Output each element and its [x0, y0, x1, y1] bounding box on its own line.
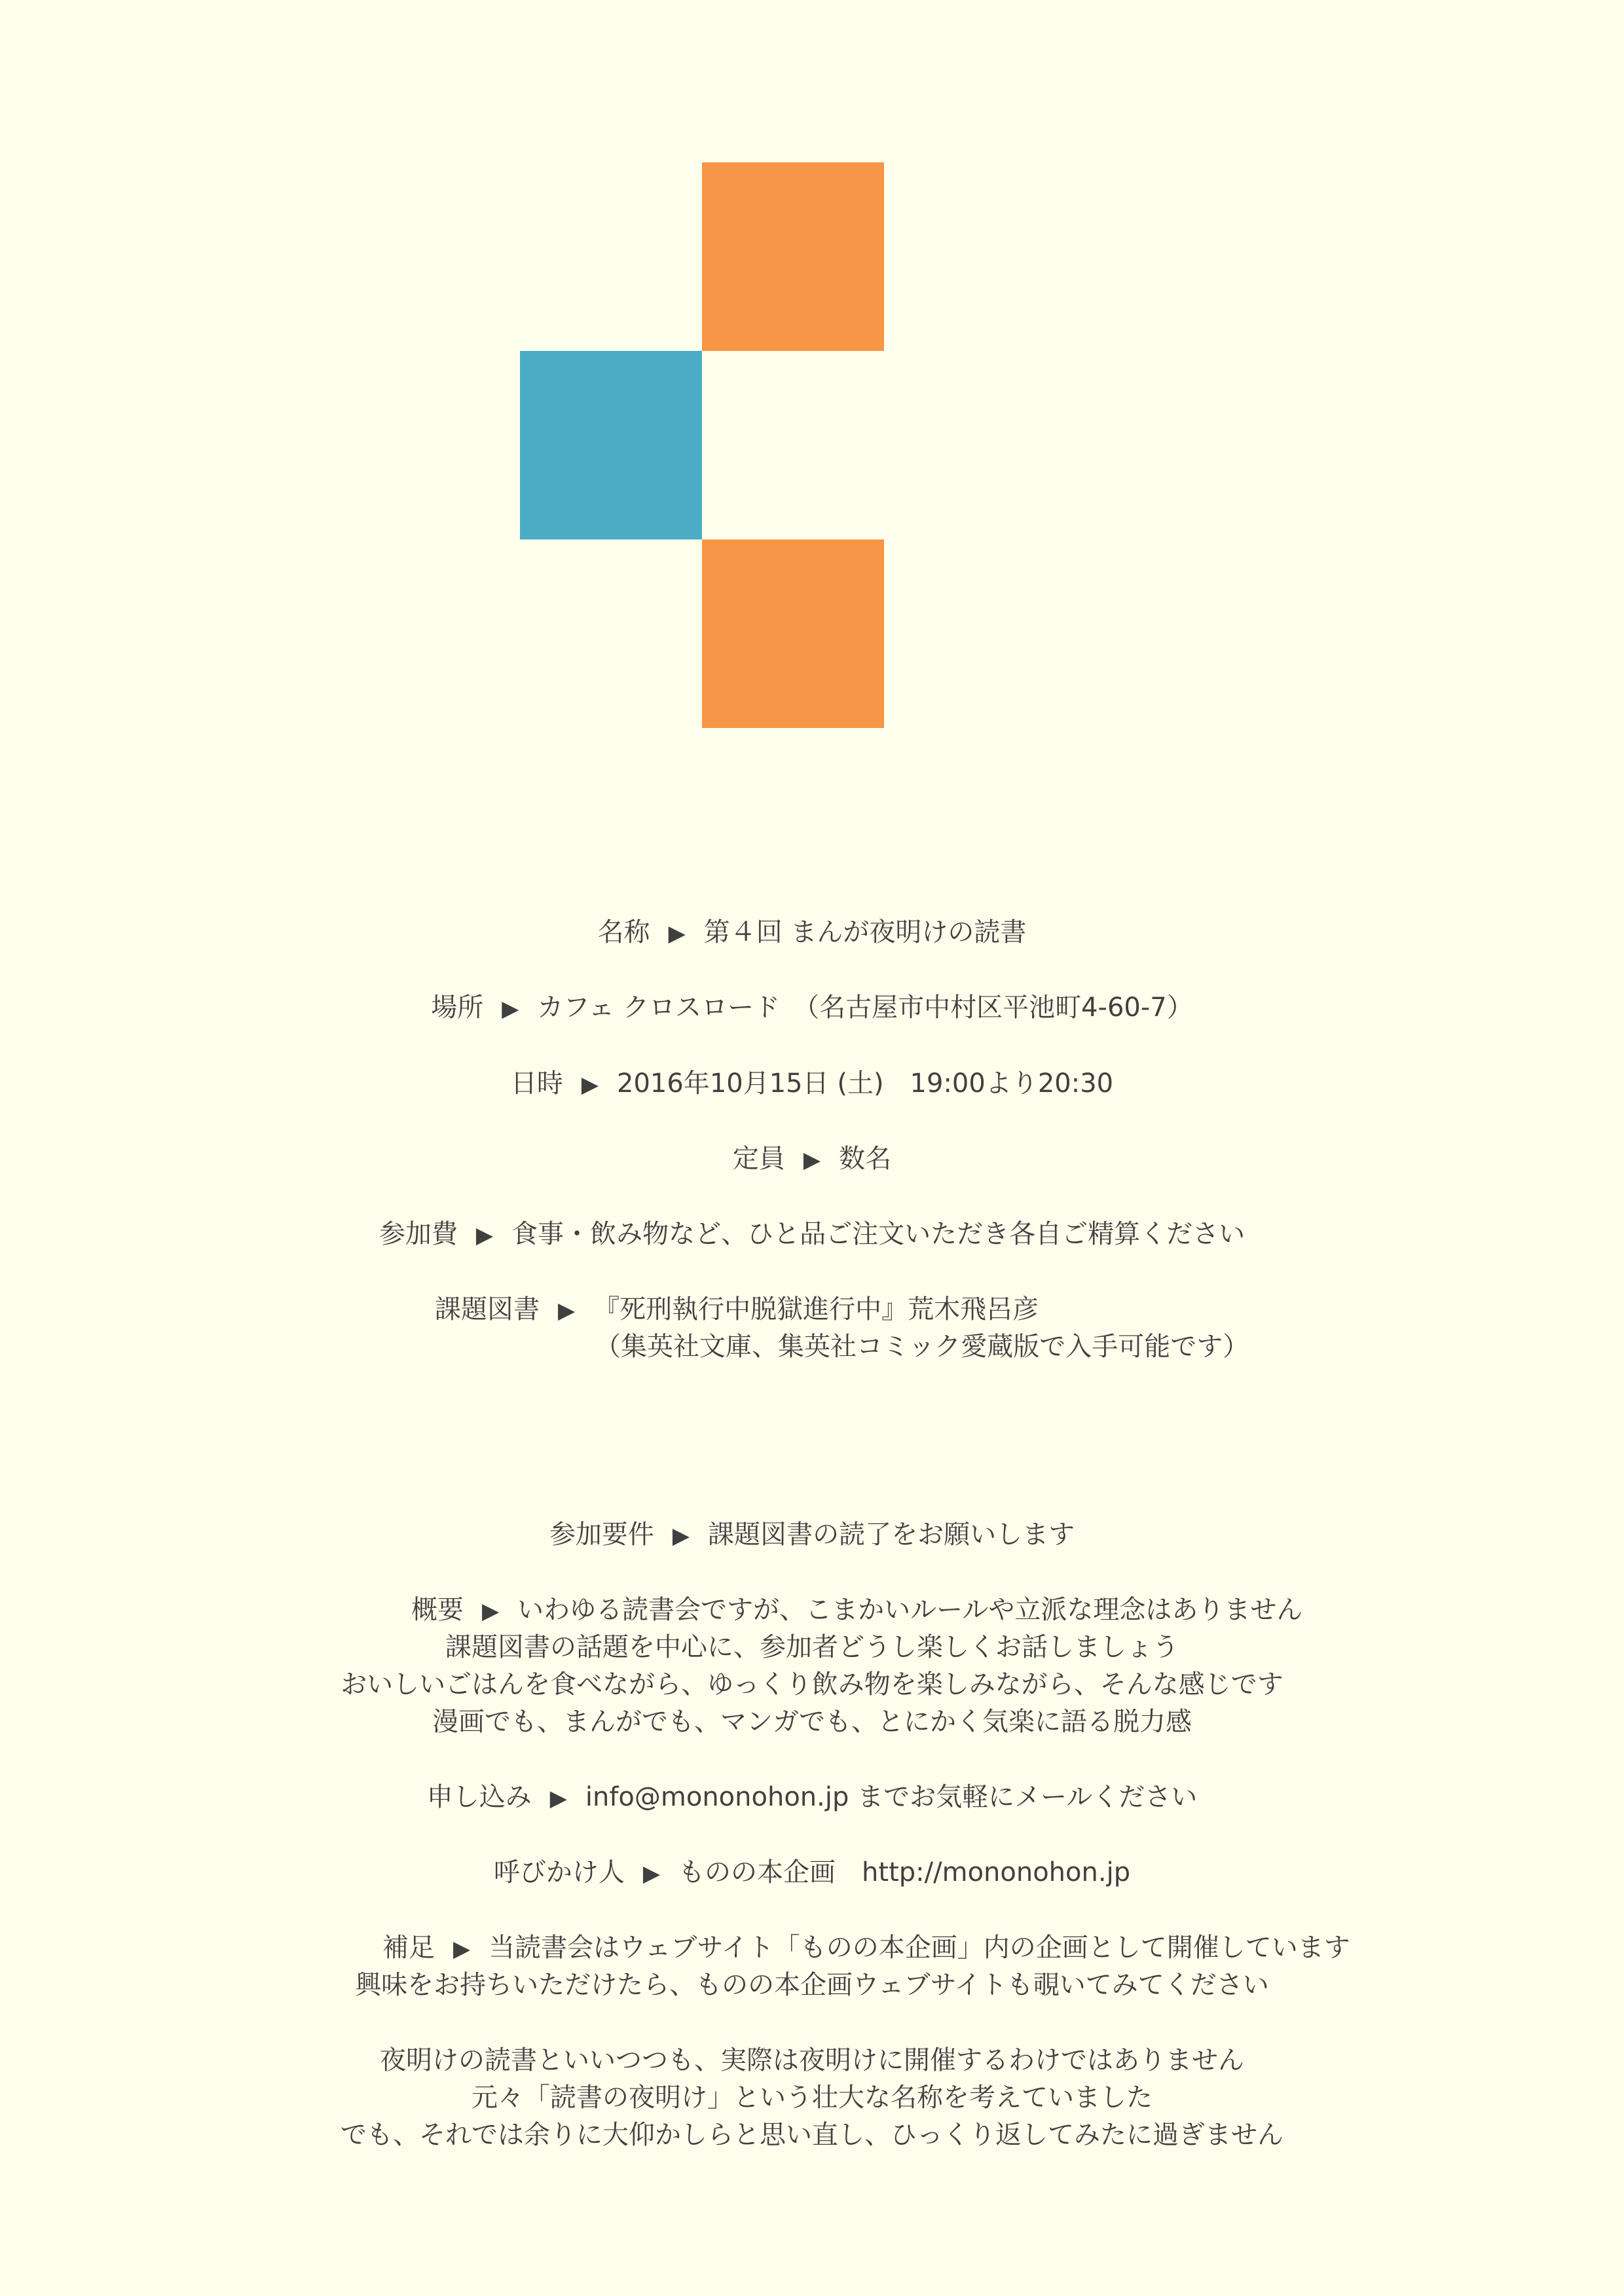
event-place-label: 場所: [431, 993, 484, 1023]
event-capacity-value: 数名: [839, 1144, 892, 1174]
event-fee-label: 参加費: [378, 1219, 458, 1249]
apply-row: [0, 1779, 1624, 1817]
arrow-icon: ▶: [581, 1072, 599, 1098]
apply-value: info@mononohon.jp までお気軽にメールください: [585, 1782, 1198, 1812]
event-fee-row: [0, 1216, 1624, 1254]
logo-square-orange-top: [702, 162, 884, 351]
arrow-icon: ▶: [475, 1222, 494, 1248]
event-datetime-value: 2016年10月15日 (土) 19:00より20:30: [617, 1068, 1114, 1099]
supplement-line: 夜明けの読書といいつつも、実際は夜明けに開催するわけではありません: [380, 2045, 1244, 2075]
overview-line: おいしいごはんを食べながら、ゆっくり飲み物を楽しみながら、そんな感じです: [341, 1669, 1283, 1700]
event-fee-value: 食事・飲み物など、ひと品ご注文いただき各自ご精算ください: [511, 1219, 1246, 1249]
logo-square-blue: [520, 351, 702, 539]
event-book-note: （集英社文庫、集英社コミック愛蔵版で入手可能です）: [595, 1332, 1249, 1362]
supplement-label: 補足: [382, 1933, 435, 1963]
event-book-label: 課題図書: [435, 1294, 540, 1324]
event-capacity-label: 定員: [732, 1144, 785, 1174]
overview-line: いわゆる読書会ですが、こまかいルールや立派な理念はありません: [517, 1595, 1303, 1625]
overview-line: 漫画でも、まんがでも、マンガでも、とにかく気楽に語る脱力感: [432, 1707, 1192, 1737]
overview-line: 課題図書の話題を中心に、参加者どうし楽しくお話しましょう: [445, 1632, 1179, 1662]
arrow-icon: ▶: [672, 1523, 690, 1549]
event-capacity-row: [0, 1140, 1624, 1178]
overview-row: [411, 1592, 1302, 1630]
event-name-label: 名称: [597, 917, 650, 947]
organizer-label: 呼びかけ人: [493, 1857, 625, 1887]
event-place-row: [0, 989, 1624, 1027]
event-datetime-label: 日時: [510, 1068, 563, 1099]
arrow-icon: ▶: [502, 996, 519, 1022]
apply-label: 申し込み: [426, 1782, 532, 1812]
logo-square-orange-bottom: [702, 539, 884, 728]
supplement-line: 興味をお持ちいただけたら、ものの本企画ウェブサイトも覗いてみてください: [355, 1970, 1269, 2000]
event-book-row: [435, 1291, 1039, 1330]
arrow-icon: ▶: [558, 1298, 576, 1324]
event-book-value: 『死刑執行中脱獄進行中』荒木飛呂彦: [593, 1294, 1039, 1324]
requirement-value: 課題図書の読了をお願いします: [708, 1520, 1075, 1550]
arrow-icon: ▶: [453, 1936, 471, 1962]
event-name-row: [0, 914, 1624, 952]
arrow-icon: ▶: [642, 1861, 661, 1887]
arrow-icon: ▶: [549, 1785, 567, 1812]
supplement-line: でも、それでは余りに大仰かしらと思い直し、ひっくり返してみたに過ぎません: [341, 2120, 1283, 2150]
supplement-line: 当読書会はウェブサイト「ものの本企画」内の企画として開催しています: [489, 1933, 1350, 1963]
supplement-row: [382, 1929, 1350, 1968]
requirement-label: 参加要件: [549, 1520, 654, 1550]
organizer-row: [0, 1854, 1624, 1892]
event-place-value: カフェ クロスロード （名古屋市中村区平池町4-60-7）: [537, 993, 1193, 1023]
overview-label: 概要: [411, 1595, 464, 1625]
arrow-icon: ▶: [482, 1598, 500, 1624]
supplement-line: 元々「読書の夜明け」という壮大な名称を考えていました: [471, 2083, 1153, 2113]
event-name-value: 第４回 まんが夜明けの読書: [703, 917, 1027, 947]
organizer-value: ものの本企画 http://mononohon.jp: [678, 1857, 1131, 1887]
arrow-icon: ▶: [803, 1147, 821, 1173]
arrow-icon: ▶: [668, 920, 686, 947]
requirement-row: [0, 1516, 1624, 1554]
event-datetime-row: [0, 1065, 1624, 1103]
